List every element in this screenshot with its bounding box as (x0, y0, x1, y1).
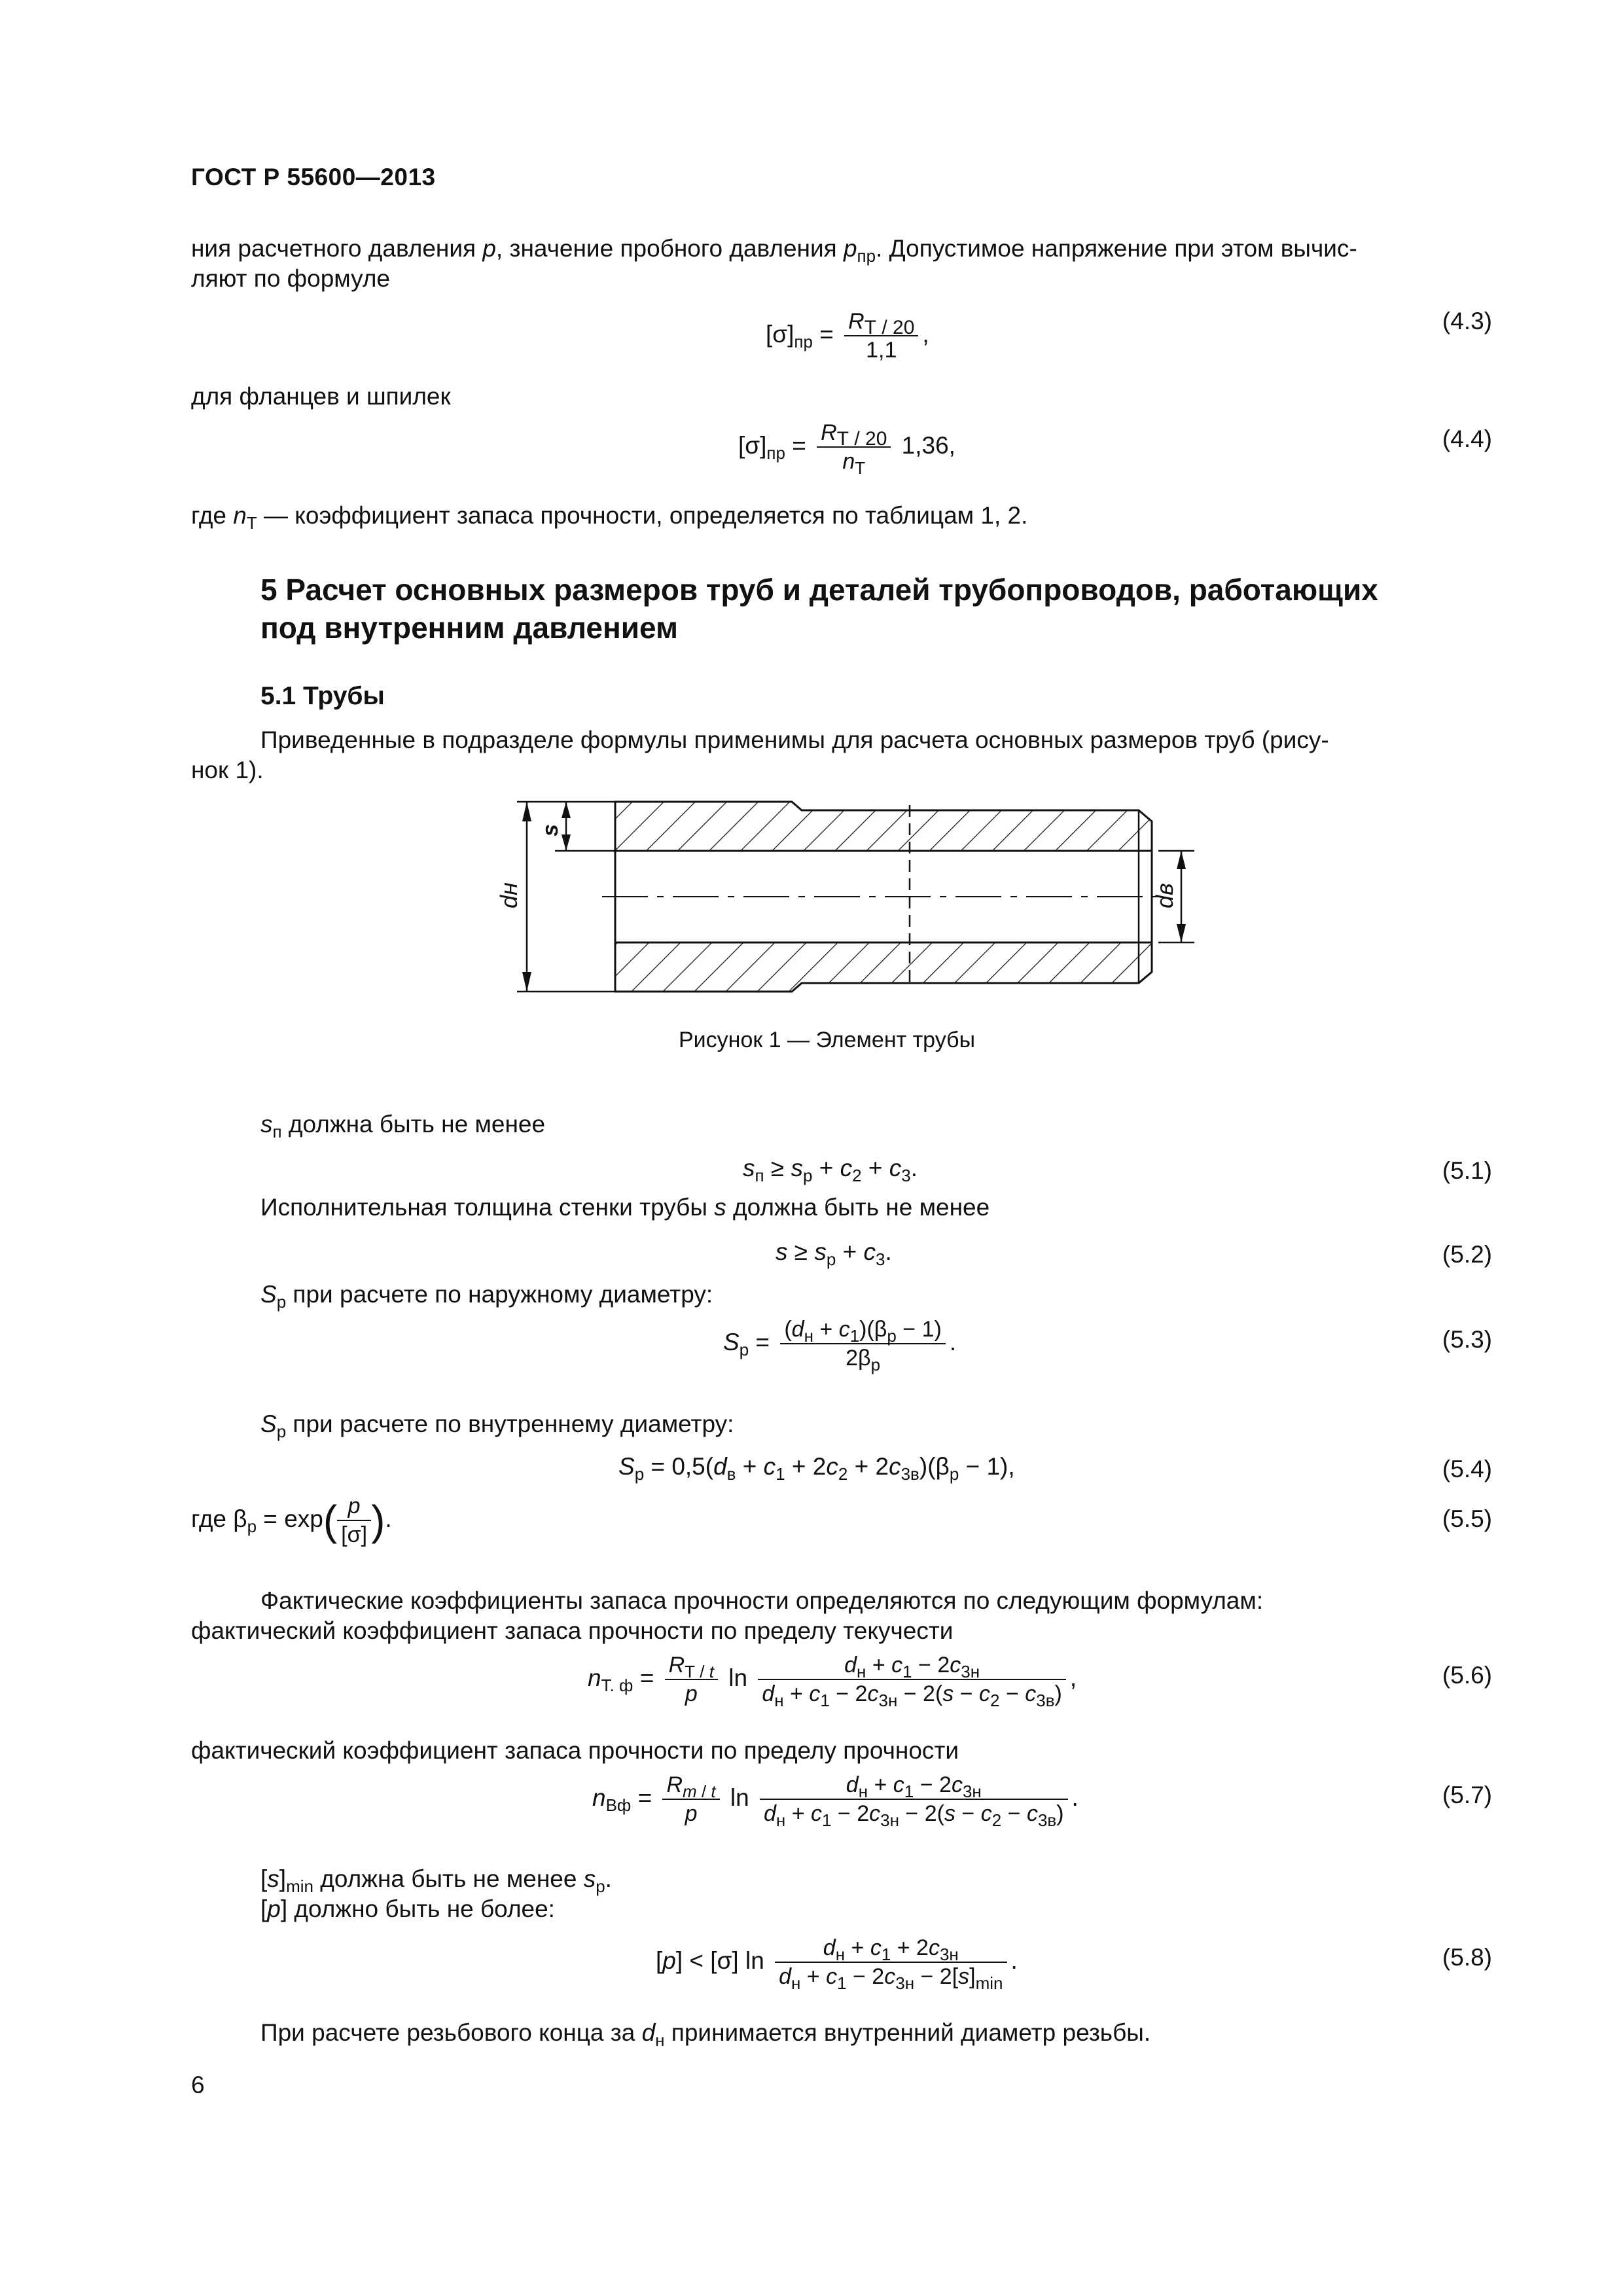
formula-5-2: $s \ge s_р + c_3$. (776, 1238, 892, 1269)
equation-number-5-8: (5.8) (1442, 1944, 1492, 1971)
figure-label-dn: dн (495, 882, 522, 908)
p-limit-text: [p] должно быть не более: (260, 1895, 555, 1922)
equation-number-4-4: (4.4) (1442, 425, 1492, 452)
formula-4-3: $[\sigma]_{пр}$ = $\frac{R_{Т / 20}}{1,1}$ , (766, 309, 929, 363)
formula-5-4: $S_р = 0,5(d_в + c_1 + 2c_2 + 2c_{3в})(\beta_р - 1)$, (618, 1453, 1015, 1484)
formula-5-8: [p] < [σ] ln $\frac{d_н + c_1 + 2c_{3н}}{d_н + c_1 - 2c_{3н} - 2[s]_{min}}$ . (656, 1935, 1018, 1993)
section-5-title-line-1: 5 Расчет основных размеров труб и деталей трубопроводов, работающих (260, 573, 1378, 607)
equation-number-5-6: (5.6) (1442, 1662, 1492, 1689)
figure-1-caption: Рисунок 1 — Элемент трубы (679, 1028, 976, 1052)
formula-4-4: $[\sigma]_{пр}$ = $\frac{R_{Т / 20}}{n_Т}$ 1,36, (738, 420, 955, 478)
sp-inner-text: $S_р$ при расчете по внутреннему диаметру: (260, 1410, 734, 1441)
equation-number-5-1: (5.1) (1442, 1157, 1492, 1184)
equation-number-5-3: (5.3) (1442, 1326, 1492, 1353)
wall-thickness-text: Исполнительная толщина стенки трубы s должна быть не менее (260, 1194, 990, 1221)
document-header: ГОСТ Р 55600—2013 (191, 164, 436, 190)
equation-number-5-7: (5.7) (1442, 1782, 1492, 1808)
equation-number-4-3: (4.3) (1442, 308, 1492, 334)
flanges-text: для фланцев и шпилек (191, 383, 451, 410)
sub51-text-line-2: нок 1). (191, 757, 264, 783)
section-5-title-line-2: под внутренним давлением (260, 611, 679, 645)
thread-end-text: При расчете резьбового конца за $d_н$ принимается внутренний диаметр резьбы. (260, 2019, 1151, 2050)
smin-text: $[s]_{min}$ должна быть не менее $s_р$. (260, 1865, 612, 1896)
equation-number-5-5: (5.5) (1442, 1505, 1492, 1532)
formula-5-7: $n_{Вф}$ = $\frac{R_{m / t}}{p}$ ln $\frac{d_н + c_1 - 2c_{3н}}{d_н + c_1 - 2c_{3н} - 2(s - c_2 - c_{3в})}$ . (592, 1772, 1079, 1830)
equation-number-5-2: (5.2) (1442, 1241, 1492, 1268)
figure-1-pipe-drawing (484, 792, 1237, 1008)
intro-line-1: ния расчетного давления p, значение пробного давления $p_{пр}$. Допустимое напряжение при этом вычис- (191, 235, 1357, 266)
intro-line-2: ляют по формуле (191, 265, 390, 292)
equation-number-5-4: (5.4) (1442, 1456, 1492, 1482)
sn-text: $s_п$ должна быть не менее (260, 1111, 546, 1141)
subsection-5-1-title: 5.1 Трубы (260, 682, 385, 710)
factual-line-1: Фактические коэффициенты запаса прочности определяются по следующим формулам: (260, 1587, 1264, 1614)
where-nt-text: где $n_Т$ — коэффициент запаса прочности, определяется по таблицам 1, 2. (191, 502, 1028, 533)
formula-5-1: $s_п \ge s_р + c_2 + c_3$. (743, 1155, 918, 1185)
factual-line-2: фактический коэффициент запаса прочности по пределу текучести (191, 1617, 954, 1644)
page-number: 6 (191, 2072, 205, 2098)
formula-5-6: $n_{Т. ф}$ = $\frac{R_{Т / t}}{p}$ ln $\frac{d_н + c_1 - 2c_{3н}}{d_н + c_1 - 2c_{3н} - 2(s - c_2 - c_{3в})}$ , (588, 1653, 1077, 1710)
sub51-text-line-1: Приведенные в подразделе формулы применимы для расчета основных размеров труб (рису- (260, 726, 1329, 753)
figure-label-s: s (538, 824, 563, 836)
sp-outer-text: $S_р$ при расчете по наружному диаметру: (260, 1281, 713, 1312)
factual-strength-text: фактический коэффициент запаса прочности по пределу прочности (191, 1737, 959, 1764)
formula-5-5: где $\beta_р = \exp$( $\frac{p}{[\sigma]}$ ). (191, 1494, 392, 1547)
figure-label-dv: dв (1151, 883, 1178, 908)
formula-5-3: $S_р$ = $\frac{(d_н + c_1)(\beta_р - 1)}{2\beta_р}$ . (723, 1317, 957, 1374)
